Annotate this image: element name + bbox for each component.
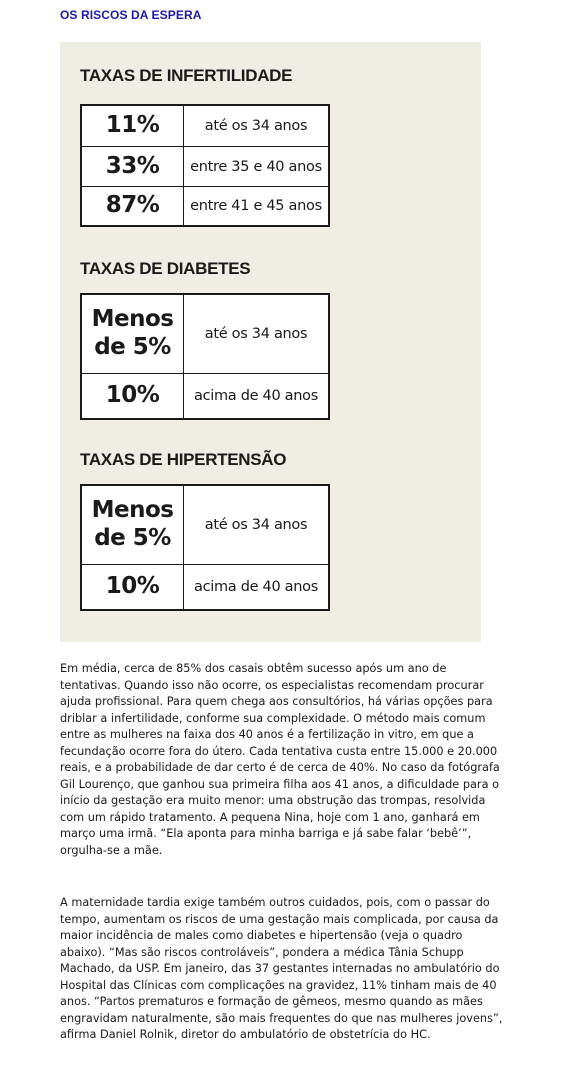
rate-value: Menos de 5%: [82, 486, 184, 564]
table-row: [82, 486, 328, 564]
article-paragraph: A maternidade tardia exige também outros cuidados, pois, com o passar do tempo, aumentam os riscos de uma gestação mais complicada, por causa da maior incidência de males como diabetes e hipertensão (veja o quadro abaixo). “Mas são riscos controláveis”, pondera a médica Tânia Schupp Machado, da USP. Em janeiro, das 37 gestantes internadas no ambulatório do Hospital das Clínicas com complicações na gravidez, 11% tinham mais de 40 anos. “Partos prematuros e formação de gêmeos, mesmo quando as mães engravidam naturalmente, são mais frequentes do que nas mulheres jovens”, afirma Daniel Rolnik, diretor do ambulatório de obstetrícia do HC.: [60, 896, 503, 1041]
rate-description: entre 35 e 40 anos: [190, 158, 322, 175]
rate-description: até os 34 anos: [204, 517, 308, 533]
rate-value: 87%: [82, 187, 184, 225]
table-hipertensao: [80, 484, 330, 611]
table-infertilidade: [80, 104, 330, 227]
article-paragraph: Em média, cerca de 85% dos casais obtêm sucesso após um ano de tentativas. Quando isso não ocorre, os especialistas recomendam procurar ajuda profissional. Para quem chega aos consultórios, há várias opções para driblar a infertilidade, conforme sua complexidade. O método mais comum entre as mulheres na faixa dos 40 anos é a fertilização in vitro, em que a fecundação ocorre fora do útero. Cada tentativa custa entre 15.000 e 20.000 reais, e a probabilidade de dar certo é de cerca de 40%. No caso da fotógrafa Gil Lourenço, que ganhou sua primeira filha aos 41 anos, a dificuldade para o início da gestação era muito menor: uma obstrução das trompas, resolvida com um rápido tratamento. A pequena Nina, hoje com 1 ano, ganhará em março uma irmã. “Ela aponta para minha barriga e já sabe falar ‘bebê’”, orgulha-se a mãe.: [60, 662, 500, 857]
rate-description: até os 34 anos: [204, 118, 308, 134]
rate-description: acima de 40 anos: [193, 388, 318, 404]
table-row: [82, 146, 328, 186]
rate-value: 10%: [82, 565, 184, 609]
rate-description: acima de 40 anos: [193, 579, 318, 595]
rate-value: Menos de 5%: [82, 295, 184, 373]
section-title-infertilidade: TAXAS DE INFERTILIDADE: [80, 66, 293, 85]
rate-description: até os 34 anos: [204, 326, 308, 342]
rate-value: 33%: [82, 147, 184, 186]
table-row: [82, 186, 328, 225]
table-row: [82, 564, 328, 609]
section-title-hipertensao: TAXAS DE HIPERTENSÃO: [80, 450, 287, 469]
rate-value: 10%: [82, 374, 184, 418]
table-row: [82, 106, 328, 146]
table-row: [82, 295, 328, 373]
table-row: [82, 373, 328, 418]
page-title: OS RISCOS DA ESPERA: [60, 8, 202, 22]
section-title-diabetes: TAXAS DE DIABETES: [80, 259, 251, 278]
rate-description: entre 41 e 45 anos: [190, 198, 322, 214]
table-diabetes: [80, 293, 330, 420]
rate-value: 11%: [82, 106, 184, 146]
